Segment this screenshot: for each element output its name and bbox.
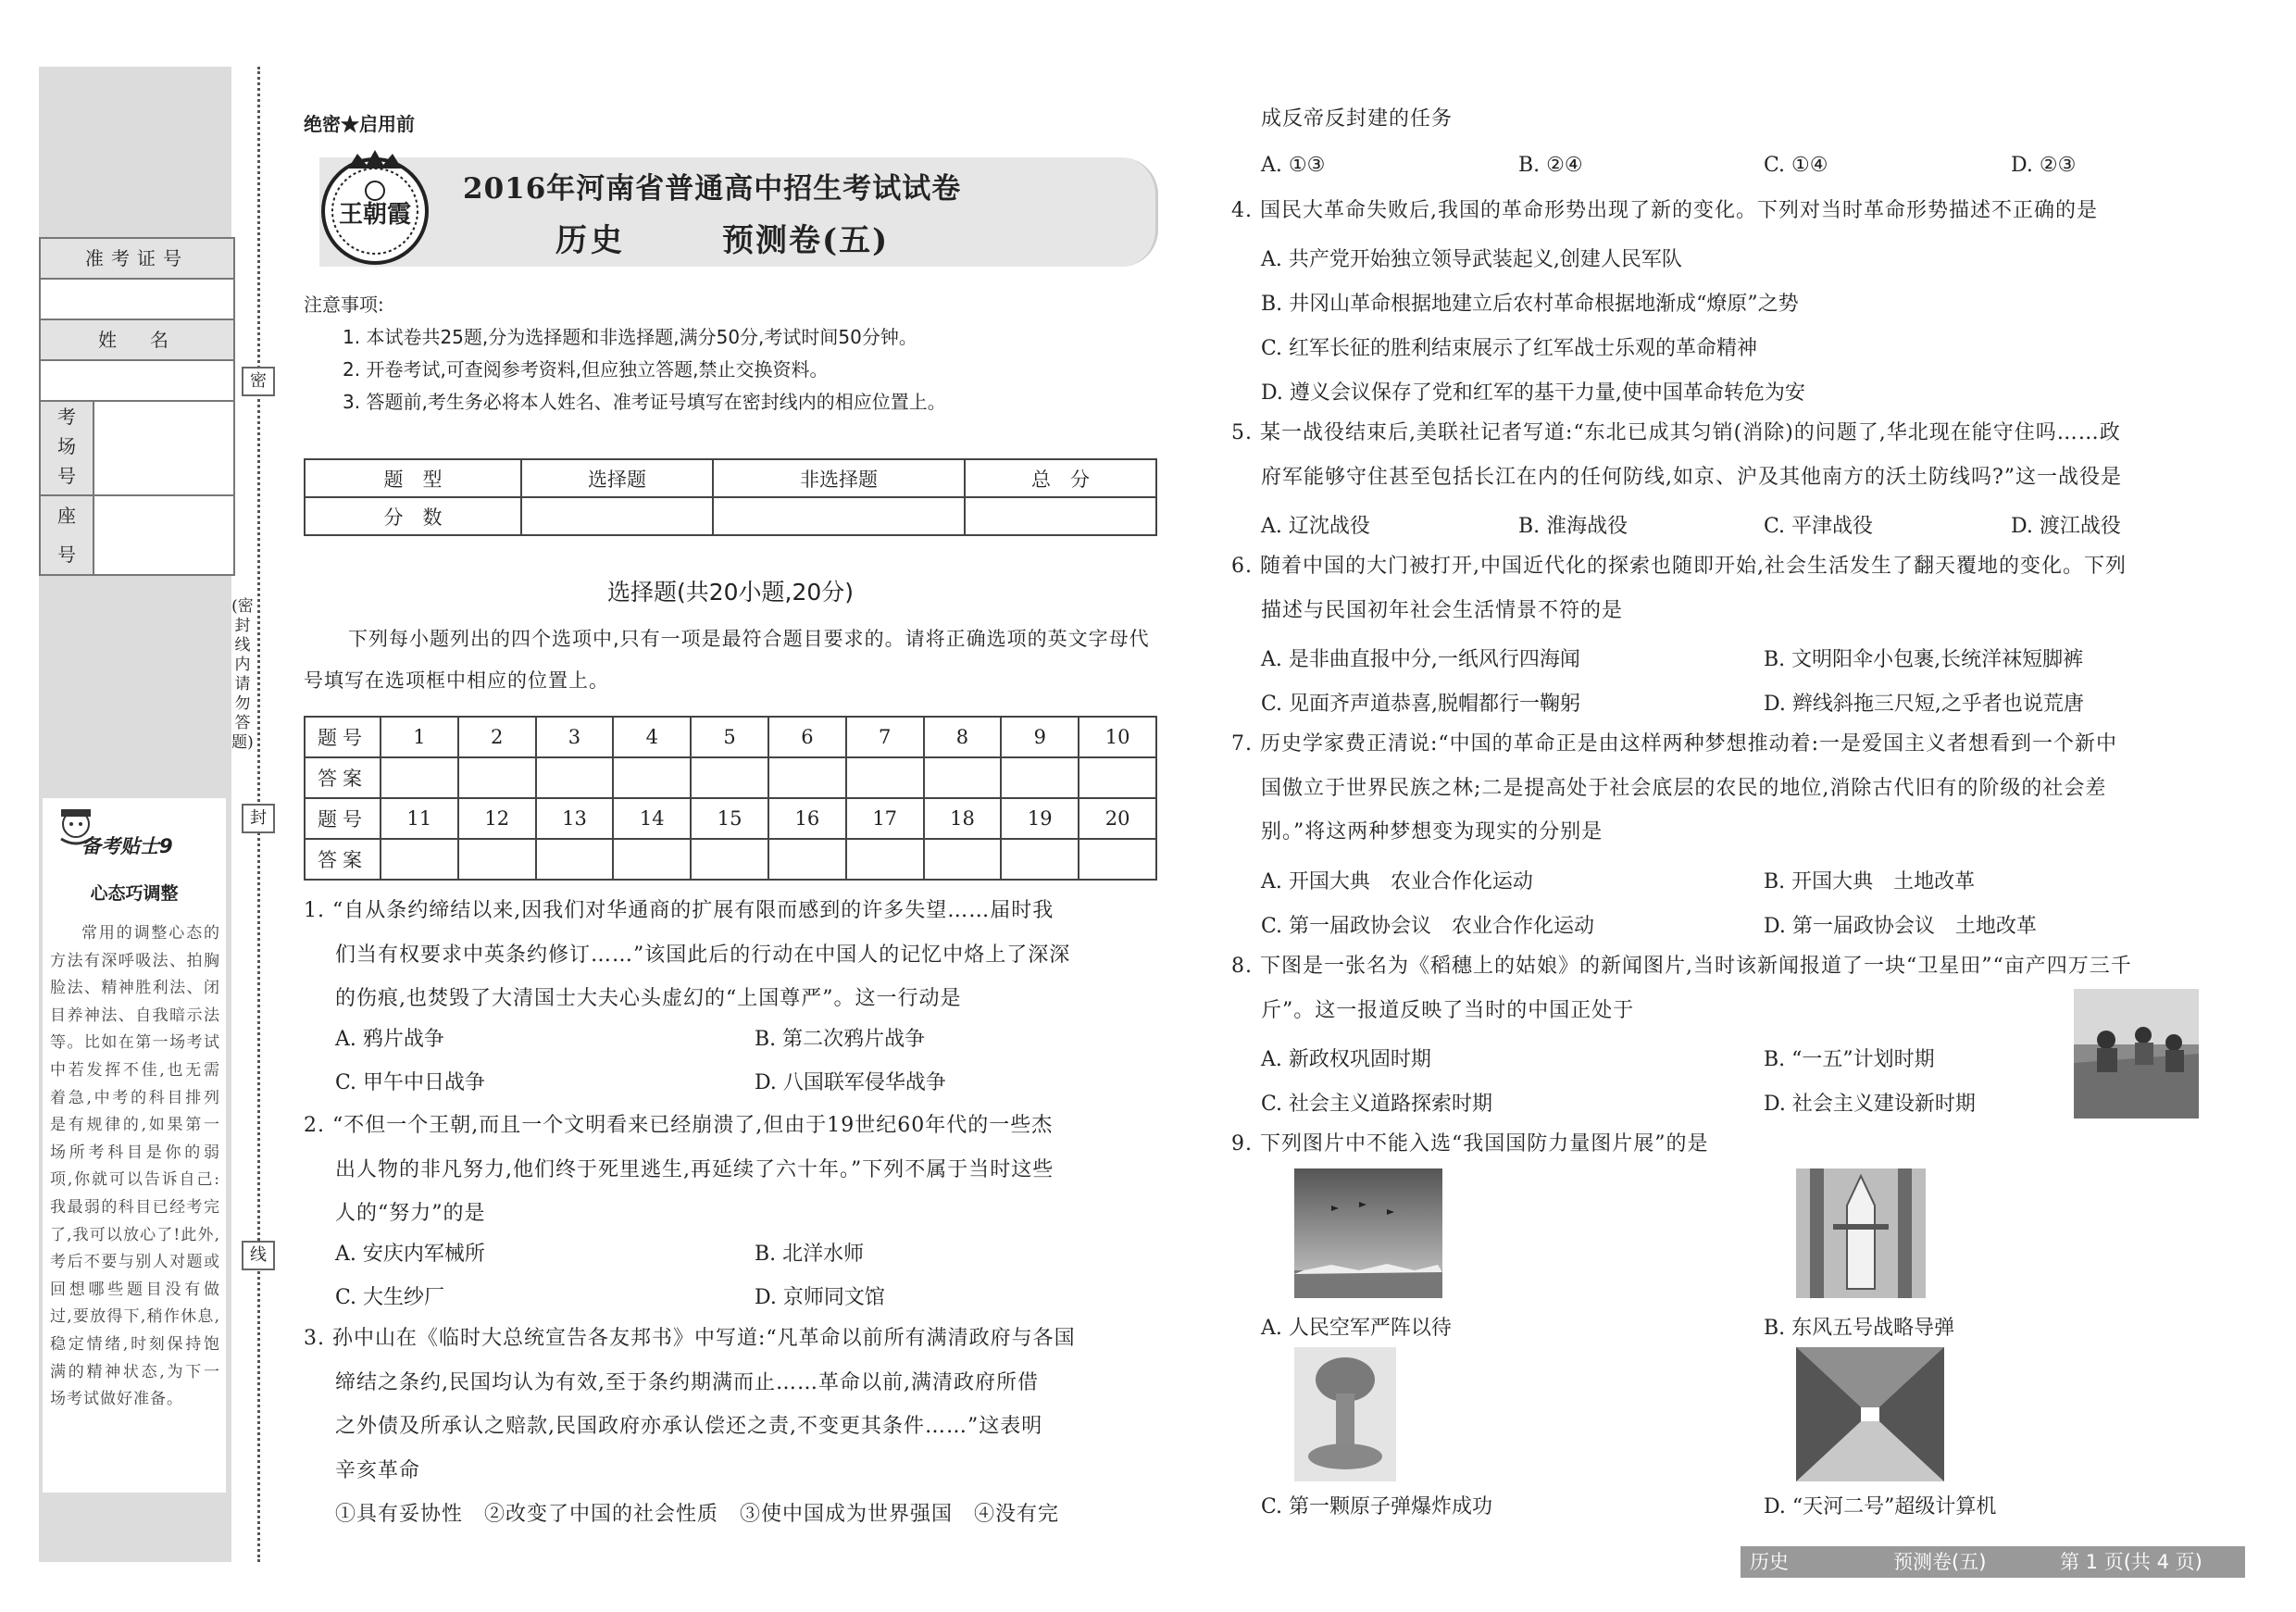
- confidential-label: 绝密★启用前: [304, 113, 415, 135]
- question-line: 国傲立于世界民族之林;二是提高处于社会底层的农民的地位,消除古代旧有的阶级的社会差: [1261, 776, 2107, 800]
- answer-number-cell: 16: [768, 798, 846, 839]
- option-d[interactable]: D. 辫线斜拖三尺短,之乎者也说荒唐: [1764, 693, 2084, 716]
- answer-number-cell: 19: [1001, 798, 1079, 839]
- answer-number-cell: 20: [1079, 798, 1156, 839]
- option-d[interactable]: D. 渡江战役: [2011, 515, 2121, 538]
- option-b[interactable]: B. 淮海战役: [1518, 515, 1628, 538]
- score-header: 总 分: [965, 459, 1156, 497]
- answer-blank-cell[interactable]: [613, 757, 691, 798]
- score-cell[interactable]: [713, 497, 965, 535]
- answer-number-cell: 7: [846, 717, 924, 757]
- question-line: 之外债及所承认之赔款,民国政府亦承认偿还之责,不变更其条件……”这表明: [335, 1415, 1043, 1438]
- answer-table-q-label: 题号: [305, 717, 381, 757]
- answer-number-cell: 1: [381, 717, 458, 757]
- question-line: 们当有权要求中英条约修订……”该国此后的行动在中国人的记忆中烙上了深深: [335, 943, 1071, 967]
- exam-notes: [304, 289, 1155, 419]
- answer-number-cell: 4: [613, 717, 691, 757]
- logo-text: 王朝霞: [338, 201, 412, 229]
- question-line: 6. 随着中国的大门被打开,中国近代化的探索也随即开始,社会生活发生了翻天覆地的变化。下列: [1231, 555, 2127, 578]
- option-a[interactable]: A. 共产党开始独立领导武装起义,创建人民军队: [1261, 248, 1682, 271]
- question-line: 别。”将这两种梦想变为现实的分别是: [1261, 820, 1603, 843]
- note-item: 3. 答题前,考生务必将本人姓名、准考证号填写在密封线内的相应位置上。: [343, 391, 946, 413]
- answer-blank-cell[interactable]: [536, 839, 614, 880]
- seat-row: [41, 496, 233, 574]
- note-item: 2. 开卷考试,可查阅参考资料,但应独立答题,禁止交换资料。: [343, 358, 829, 381]
- room-label: 考场号: [41, 402, 94, 494]
- footer-page: 第 1 页(共 4 页): [2060, 1551, 2202, 1573]
- option-c[interactable]: C. ①④: [1764, 154, 1828, 177]
- question-1-stem: [304, 889, 1165, 1021]
- answer-number-cell: 14: [613, 798, 691, 839]
- tips-badge: [81, 831, 220, 857]
- answer-number-cell: 10: [1079, 717, 1156, 757]
- seal-char-feng: 封: [242, 804, 275, 833]
- answer-blank-cell[interactable]: [691, 839, 768, 880]
- answer-number-cell: 9: [1001, 717, 1079, 757]
- question-6-stem: [1231, 544, 2250, 632]
- option-b[interactable]: B. 第二次鸦片战争: [755, 1028, 926, 1051]
- score-row-label: 分 数: [305, 497, 521, 535]
- question-2-stem: [304, 1104, 1165, 1236]
- answer-blank-cell[interactable]: [458, 757, 536, 798]
- question-7-stem: [1231, 722, 2250, 855]
- answer-blank-cell[interactable]: [846, 839, 924, 880]
- footer-subject: 历史: [1750, 1551, 1789, 1573]
- option-a[interactable]: A. 人民空军严阵以待: [1261, 1317, 1452, 1340]
- subject-title: 历史: [555, 222, 626, 259]
- option-b[interactable]: B. “一五”计划时期: [1764, 1048, 1935, 1071]
- score-table: [304, 458, 1157, 536]
- question-9-stem: 9. 下列图片中不能入选“我国国防力量图片展”的是: [1231, 1132, 1709, 1156]
- answer-blank-cell[interactable]: [768, 839, 846, 880]
- answer-table: [304, 716, 1157, 881]
- option-b[interactable]: B. 东风五号战略导弹: [1764, 1317, 1955, 1340]
- question-4-stem: 4. 国民大革命失败后,我国的革命形势出现了新的变化。下列对当时革命形势描述不正确的是: [1231, 199, 2098, 222]
- room-row: [41, 402, 233, 496]
- option-d[interactable]: D. 八国联军侵华战争: [755, 1071, 946, 1094]
- footer-paper: 预测卷(五): [1893, 1551, 1987, 1573]
- answer-table-q-label: 题号: [305, 798, 381, 839]
- answer-number-cell: 3: [536, 717, 614, 757]
- answer-number-cell: 2: [458, 717, 536, 757]
- question-line: 人的“努力”的是: [335, 1202, 486, 1225]
- answer-blank-cell[interactable]: [1001, 757, 1079, 798]
- question-line: 的伤痕,也焚毁了大清国士大夫心头虚幻的“上国尊严”。这一行动是: [335, 987, 962, 1010]
- answer-blank-cell[interactable]: [1001, 839, 1079, 880]
- option-b[interactable]: B. 文明阳伞小包裹,长统洋袜短脚裤: [1764, 648, 2084, 671]
- score-header: 选择题: [521, 459, 713, 497]
- question-line: 府军能够守住甚至包括长江在内的任何防线,如京、沪及其他南方的沃土防线吗?”这一战役是: [1261, 465, 2123, 489]
- question-line: 出人物的非凡努力,他们终于死里逃生,再延续了六十年。”下列不属于当时这些: [335, 1157, 1054, 1181]
- answer-number-cell: 18: [924, 798, 1002, 839]
- answer-blank-cell[interactable]: [1079, 839, 1156, 880]
- answer-blank-cell[interactable]: [924, 757, 1002, 798]
- question-line: 描述与民国初年社会生活情景不符的是: [1261, 598, 1624, 622]
- score-header: 题 型: [305, 459, 521, 497]
- answer-number-cell: 17: [846, 798, 924, 839]
- paper-title: 预测卷(五): [722, 222, 890, 259]
- question-choices: ①具有妥协性 ②改变了中国的社会性质 ③使中国成为世界强国 ④没有完: [335, 1503, 1060, 1526]
- option-c[interactable]: C. 第一届政协会议 农业合作化运动: [1261, 915, 1595, 938]
- question-line: 辛亥革命: [335, 1458, 421, 1482]
- option-d[interactable]: D. “天河二号”超级计算机: [1764, 1495, 1997, 1518]
- option-a[interactable]: A. 开国大典 农业合作化运动: [1261, 870, 1533, 893]
- mushroom-cloud-photo: [1294, 1347, 1396, 1481]
- answer-blank-cell[interactable]: [768, 757, 846, 798]
- question-line: 8. 下图是一张名为《稻穗上的姑娘》的新闻图片,当时该新闻报道了一块“卫星田”“亩产四万三千: [1231, 955, 2132, 978]
- answer-blank-cell[interactable]: [381, 757, 458, 798]
- answer-blank-cell[interactable]: [1079, 757, 1156, 798]
- score-cell[interactable]: [521, 497, 713, 535]
- option-d[interactable]: D. ②③: [2011, 154, 2077, 177]
- page-footer: [1741, 1546, 2245, 1578]
- question-line: 斤”。这一报道反映了当时的中国正处于: [1261, 998, 1635, 1022]
- answer-blank-cell[interactable]: [536, 757, 614, 798]
- answer-number-cell: 12: [458, 798, 536, 839]
- tips-badge-text: 备考贴士9: [81, 835, 173, 857]
- option-a[interactable]: A. 鸦片战争: [335, 1028, 444, 1051]
- question-line: 缔结之条约,民国均认为有效,至于条约期满而止……革命以前,满清政府所借: [335, 1370, 1039, 1394]
- question-3-continued: 成反帝反封建的任务: [1261, 107, 1454, 131]
- option-c[interactable]: C. 甲午中日战争: [335, 1071, 486, 1094]
- option-d[interactable]: D. 第一届政协会议 土地改革: [1764, 915, 2037, 938]
- answer-number-cell: 13: [536, 798, 614, 839]
- answer-number-cell: 11: [381, 798, 458, 839]
- tips-text: 常用的调整心态的方法有深呼吸法、拍胸脸法、精神胜利法、闭目养神法、自我暗示法等。比如在第一场考试中若发挥不佳,也无需着急,中考的科目排列是有规律的,如果第一场所考科目是你的弱项,你就可以告诉自己:我最弱的科目已经考完了,我可以放心了!此外,考后不要与别人对题或回想哪些题目没有做过,要放得下,稍作休息,稳定情绪,时刻保持饱满的精神状态,为下一场考试做好准备。: [50, 924, 220, 1409]
- option-d[interactable]: D. 京师同文馆: [755, 1286, 885, 1309]
- answer-blank-cell[interactable]: [458, 839, 536, 880]
- option-d[interactable]: D. 遵义会议保存了党和红军的基干力量,使中国革命转危为安: [1261, 381, 1805, 405]
- seal-char-mi: 密: [242, 367, 275, 396]
- answer-blank-cell[interactable]: [846, 757, 924, 798]
- question-line: 3. 孙中山在《临时大总统宣告各友邦书》中写道:“凡革命以前所有满清政府与各国: [304, 1327, 1076, 1350]
- notes-heading: 注意事项:: [304, 294, 384, 316]
- candidate-info-box: [39, 237, 235, 576]
- missile-photo: [1796, 1168, 1926, 1298]
- option-a[interactable]: A. 新政权巩固时期: [1261, 1048, 1431, 1071]
- name-label: 姓 名: [41, 320, 233, 361]
- score-cell[interactable]: [965, 497, 1156, 535]
- option-b[interactable]: B. 开国大典 土地改革: [1764, 870, 1976, 893]
- score-header: 非选择题: [713, 459, 965, 497]
- seal-note: (密封线内请勿答题): [231, 597, 254, 752]
- name-field[interactable]: [41, 361, 233, 402]
- answer-number-cell: 5: [691, 717, 768, 757]
- option-b[interactable]: B. 北洋水师: [755, 1243, 865, 1266]
- seat-field[interactable]: [94, 496, 233, 574]
- rice-field-girl-photo: [2074, 989, 2199, 1118]
- option-c[interactable]: C. 社会主义道路探索时期: [1261, 1093, 1493, 1116]
- option-c[interactable]: C. 大生纱厂: [335, 1286, 445, 1309]
- option-c[interactable]: C. 平津战役: [1764, 515, 1874, 538]
- seat-label: 座号: [41, 496, 94, 574]
- fighter-jets-photo: [1294, 1168, 1442, 1298]
- answer-table-a-label: 答案: [305, 757, 381, 798]
- note-item: 1. 本试卷共25题,分为选择题和非选择题,满分50分,考试时间50分钟。: [343, 326, 917, 348]
- answer-number-cell: 6: [768, 717, 846, 757]
- question-line: 5. 某一战役结束后,美联社记者写道:“东北已成其匀销(消除)的问题了,华北现在能守住吗……政: [1231, 421, 2121, 444]
- option-c[interactable]: C. 第一颗原子弹爆炸成功: [1261, 1495, 1493, 1518]
- answer-table-a-label: 答案: [305, 839, 381, 880]
- option-a[interactable]: A. 是非曲直报中分,一纸风行四海闻: [1261, 648, 1580, 671]
- answer-blank-cell[interactable]: [924, 839, 1002, 880]
- tips-title: 心态巧调整: [90, 883, 179, 904]
- question-line: 2. “不但一个王朝,而且一个文明看来已经崩溃了,但由于19世纪60年代的一些杰: [304, 1114, 1054, 1137]
- option-c[interactable]: C. 红军长征的胜利结束展示了红军战士乐观的革命精神: [1261, 337, 1758, 360]
- answer-blank-cell[interactable]: [691, 757, 768, 798]
- section-instruction: 下列每小题列出的四个选项中,只有一项是最符合题目要求的。请将正确选项的英文字母代号填写在选项框中相应的位置上。: [304, 628, 1150, 692]
- question-line: 7. 历史学家费正清说:“中国的革命正是由这样两种梦想推动着:一是爱国主义者想看到一个新中: [1231, 732, 2118, 756]
- question-3-stem: [304, 1317, 1165, 1537]
- room-field[interactable]: [94, 402, 233, 494]
- seal-char-xian: 线: [242, 1241, 275, 1270]
- option-b[interactable]: B. 井冈山革命根据地建立后农村革命根据地渐成“燎原”之势: [1261, 293, 1799, 316]
- publisher-seal-logo: [315, 148, 435, 269]
- id-label: 准考证号: [41, 239, 233, 280]
- answer-blank-cell[interactable]: [613, 839, 691, 880]
- answer-number-cell: 8: [924, 717, 1002, 757]
- option-a[interactable]: A. 安庆内军械所: [335, 1243, 485, 1266]
- option-d[interactable]: D. 社会主义建设新时期: [1764, 1093, 1976, 1116]
- option-a[interactable]: A. ①③: [1261, 154, 1326, 177]
- option-b[interactable]: B. ②④: [1518, 154, 1583, 177]
- answer-blank-cell[interactable]: [381, 839, 458, 880]
- answer-number-cell: 15: [691, 798, 768, 839]
- option-c[interactable]: C. 见面齐声道恭喜,脱帽都行一鞠躬: [1261, 693, 1581, 716]
- id-field[interactable]: [41, 280, 233, 320]
- question-line: 1. “自从条约缔结以来,因我们对华通商的扩展有限而感到的许多失望……届时我: [304, 899, 1054, 922]
- option-a[interactable]: A. 辽沈战役: [1261, 515, 1370, 538]
- exam-title: 2016年河南省普通高中招生考试试卷: [463, 172, 962, 206]
- section-title: 选择题(共20小题,20分): [606, 579, 855, 606]
- supercomputer-photo: [1796, 1347, 1944, 1481]
- question-5-stem: [1231, 411, 2250, 499]
